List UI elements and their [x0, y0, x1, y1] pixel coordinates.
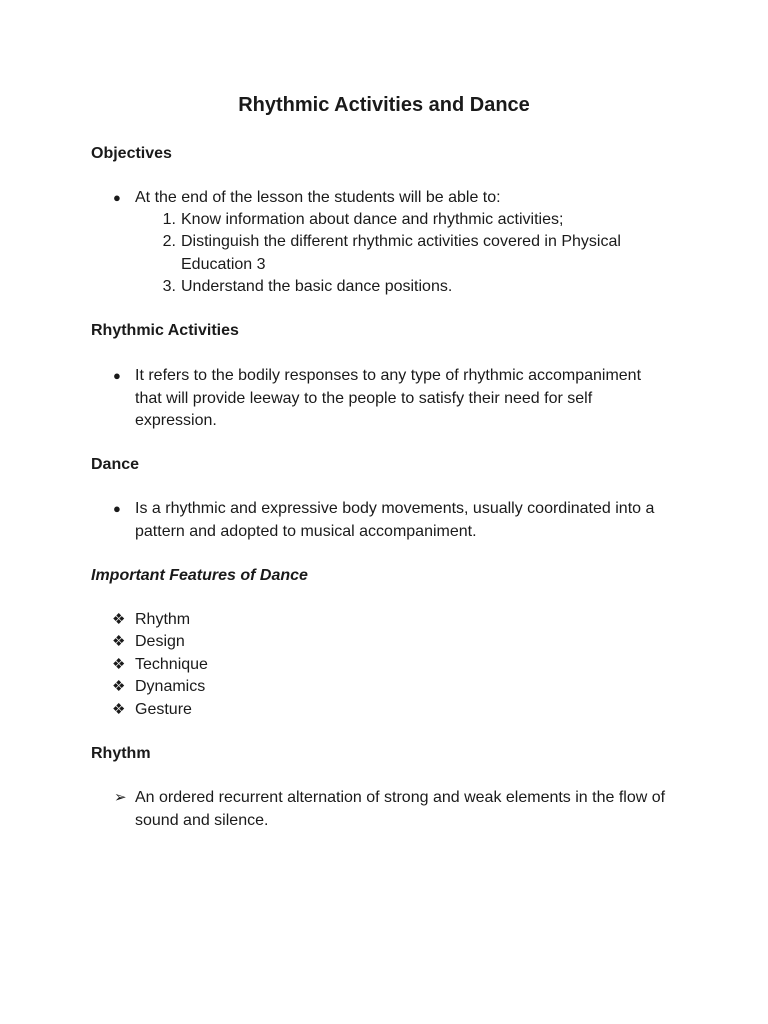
- diamond-bullet-icon: ❖: [112, 656, 126, 673]
- rhythmic-activities-text: It refers to the bodily responses to any type of rhythmic accompaniment that will provide leeway to the people to satisfy their need for self expression.: [135, 367, 642, 429]
- objective-text: Understand the basic dance positions.: [181, 278, 453, 295]
- diamond-bullet-icon: ❖: [112, 611, 126, 628]
- feature-text: Technique: [135, 656, 208, 673]
- bullet-icon: ●: [113, 190, 121, 205]
- feature-text: Rhythm: [135, 611, 191, 628]
- bullet-icon: ●: [113, 501, 121, 516]
- arrow-bullet-icon: ➢: [114, 789, 127, 806]
- feature-text: Gesture: [135, 701, 192, 718]
- diamond-bullet-icon: ❖: [112, 633, 126, 650]
- objectives-heading: Objectives: [91, 145, 172, 162]
- rhythm-heading: Rhythm: [91, 745, 151, 762]
- objectives-intro-text: At the end of the lesson the students will be able to:: [135, 189, 501, 206]
- feature-text: Dynamics: [135, 678, 206, 695]
- document-title: Rhythmic Activities and Dance: [238, 94, 530, 116]
- feature-text: Design: [135, 633, 185, 650]
- objective-number: 2.: [162, 233, 176, 250]
- diamond-bullet-icon: ❖: [112, 701, 126, 718]
- diamond-bullet-icon: ❖: [112, 678, 126, 695]
- features-heading: Important Features of Dance: [91, 567, 308, 584]
- dance-text: Is a rhythmic and expressive body movements, usually coordinated into a pattern and adopted to musical accompaniment.: [135, 500, 655, 540]
- objective-number: 3.: [162, 278, 176, 295]
- objective-number: 1.: [162, 211, 176, 228]
- rhythm-text: An ordered recurrent alternation of strong and weak elements in the flow of sound and silence.: [135, 789, 666, 829]
- objective-text: Know information about dance and rhythmic activities;: [181, 211, 564, 228]
- rhythmic-activities-heading: Rhythmic Activities: [91, 322, 239, 339]
- dance-heading: Dance: [91, 456, 140, 473]
- bullet-icon: ●: [113, 368, 121, 383]
- objective-text: Distinguish the different rhythmic activities covered in Physical Education 3: [181, 233, 621, 273]
